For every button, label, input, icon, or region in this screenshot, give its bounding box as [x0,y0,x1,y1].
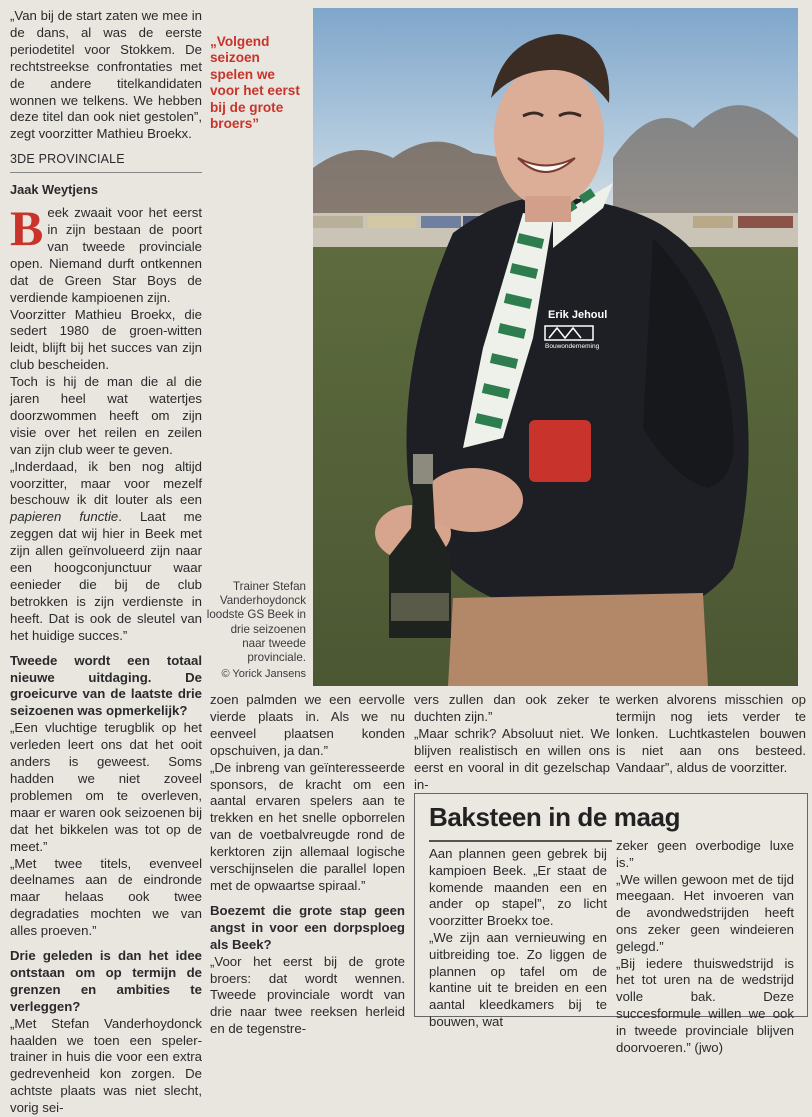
drop-cap: B [10,200,44,257]
section-label: 3DE PROVINCIALE [10,151,202,173]
photo-credit: © Yorick Jansens [221,668,306,681]
box-right-paragraph-c: „Bij iedere thuiswedstrijd is het tot uren na de wedstrijd volle bak. Deze succesformule willen we ook in tweede provinciale blijven doorvoeren.” (jwo) [616,955,794,1055]
photo-illustration [313,8,798,686]
article-photo [313,8,798,686]
answer-2: „Met Stefan Vanderhoydonck haalden we toen een speler-trainer in huis die voor een extra gedrevenheid kon zorgen. De achtste plaats was niet slecht, vorig sei- [10,1015,202,1116]
neck [525,196,571,222]
paragraph-quote-functie: „Inderdaad, ik ben nog altijd voorzitter, maar voor mezelf beschouw ik dit louter als een papieren functie. Laat me zeggen dat wij hier in Beek met zijn allen geïnvolueerd zijn naar een hoogconjunctuur waar eenieder die bij de club betrokken is zijn verdienste in heeft. Dat is ook de sleutel van het huidige succes.” [10,458,202,643]
sidebar-box [414,793,808,1055]
byline: Jaak Weytjens [10,182,98,198]
article-column-4 [616,692,806,777]
answer-1a: „Een vluchtige terugblik op het verleden leert ons dat het ooit anders is geweest. Soms hadden we niet zoveel problemen om te overleven, maar er waren ook seizoenen bij dat het bikkelen was tot op de meet.” [10,720,202,854]
paragraph-chairman: Voorzitter Mathieu Broekx, die sedert 1980 de groen-witten leidt, blijft bij het succes van zijn club bescheiden. [10,306,202,373]
box-right-paragraph-b: „We willen gewoon met de tijd meegaan. Het invoeren van de avondwedstrijden heeft ons zeker geen windeieren gelegd.” [616,871,794,954]
box-column-left [429,846,607,1031]
box-title-rule [429,840,612,842]
box-title: Baksteen in de maag [429,802,681,832]
photo-caption [206,580,306,681]
trousers [448,593,708,686]
mid-paragraph-a: zoen palmden we een eervolle vierde plaats in. Als we nu eenveel plaatsen konden opschuiven, ja dan.” [210,692,405,758]
mid-paragraph-c: „Voor het eerst bij de grote broers: dat wordt wennen. Tweede provinciale wordt van drie naar twee reeksen herleid en de tegenstre- [210,953,405,1037]
caption-text: Trainer Stefan Vanderhoydonck loodste GS Beek in drie seizoenen naar tweede provinciale. [206,580,306,665]
head [494,64,604,208]
article-column-middle [210,692,405,1038]
c4-paragraph-a: werken alvorens misschien op termijn nog iets verder te lonken. Luchtkastelen bouwen is niet aan ons besteed. Vandaar”, aldus de voorzitter. [616,692,806,775]
answer-1b: „Met twee titels, evenveel deelnames aan de eindronde maar helaas ook twee degradaties mochten we van alles proeven.” [10,855,202,939]
paragraph-vision: Toch is hij de man die al die jaren heel wat watertjes doorzwommen heeft om zijn visie over het reilen en zeilen van zijn club weer te geven. [10,374,202,457]
article-column-left [10,4,202,1117]
box-left-paragraph-b: „We zijn aan vernieuwing en uitbreiding toe. Zo liggen de plannen op tafel om de kantine uit te breiden en een aantal kleedkamers bij te bouwen, wat [429,929,607,1029]
mid-paragraph-b: „De inbreng van geïnteresseerde sponsors, de kracht om een aantal ervaren spelers aan te trekken en het snelle opborrelen van de voetbalvreugde rond de kerktoren zijn allemaal logische verschijnselen die parallel lopen met de opwaartse spiraal.” [210,759,405,893]
c3-paragraph-a: vers zullen dan ook zeker te duchten zijn.” [414,692,610,724]
question-heading-2: Drie geleden is dan het idee ontstaan om op termijn de grenzen en ambities te verleggen? [10,948,202,1014]
article-column-3 [414,692,610,793]
italic-functie: papieren functie [10,509,119,525]
box-right-paragraph-a: zeker geen overbodige luxe is.” [616,838,794,870]
bottle-foil [413,454,433,484]
jacket-logo-text: Erik Jehoul [548,309,608,321]
red-cuff [529,420,591,482]
lead-paragraph [10,200,202,306]
pull-quote-box [210,34,306,132]
hand-right [423,468,523,532]
box-left-paragraph-a: Aan plannen geen gebrek bij kampioen Beek. „Er staat de komende maanden een en ander op stapel”, zo licht voorzitter Broekx toe. [429,846,607,929]
jacket-logo-subtext: Bouwonderneming [545,343,600,350]
bottle-label [391,593,449,621]
question-heading-1: Tweede wordt een totaal nieuwe uitdaging. De groeicurve van de laatste drie seizoenen was opmerkelijk? [10,652,202,719]
pull-quote: „Volgend seizoen spelen we voor het eerst bij de grote broers” [210,34,300,132]
c3-paragraph-b: „Maar schrik? Absoluut niet. We blijven realistisch en willen ons eerst en vooral in dit gezelschap in- [414,725,610,792]
question-heading-3: Boezemt die grote stap geen angst in voor een dorpsploeg als Beek? [210,902,405,952]
lead-text: eek zwaait voor het eerst in zijn bestaan de poort van tweede provinciale open. Niemand durft ontkennen dat de Green Star Boys de verdiende kampioenen zijn. [10,205,202,305]
intro-paragraph: „Van bij de start zaten we mee in de dans, al was de eerste periodetitel voor Stokkem. De rechtstreekse confrontaties met de andere titelkandidaten wonnen we telkens. We hebben deze titel dan ook niet gestolen”, zegt voorzitter Mathieu Broekx. [10,8,202,142]
